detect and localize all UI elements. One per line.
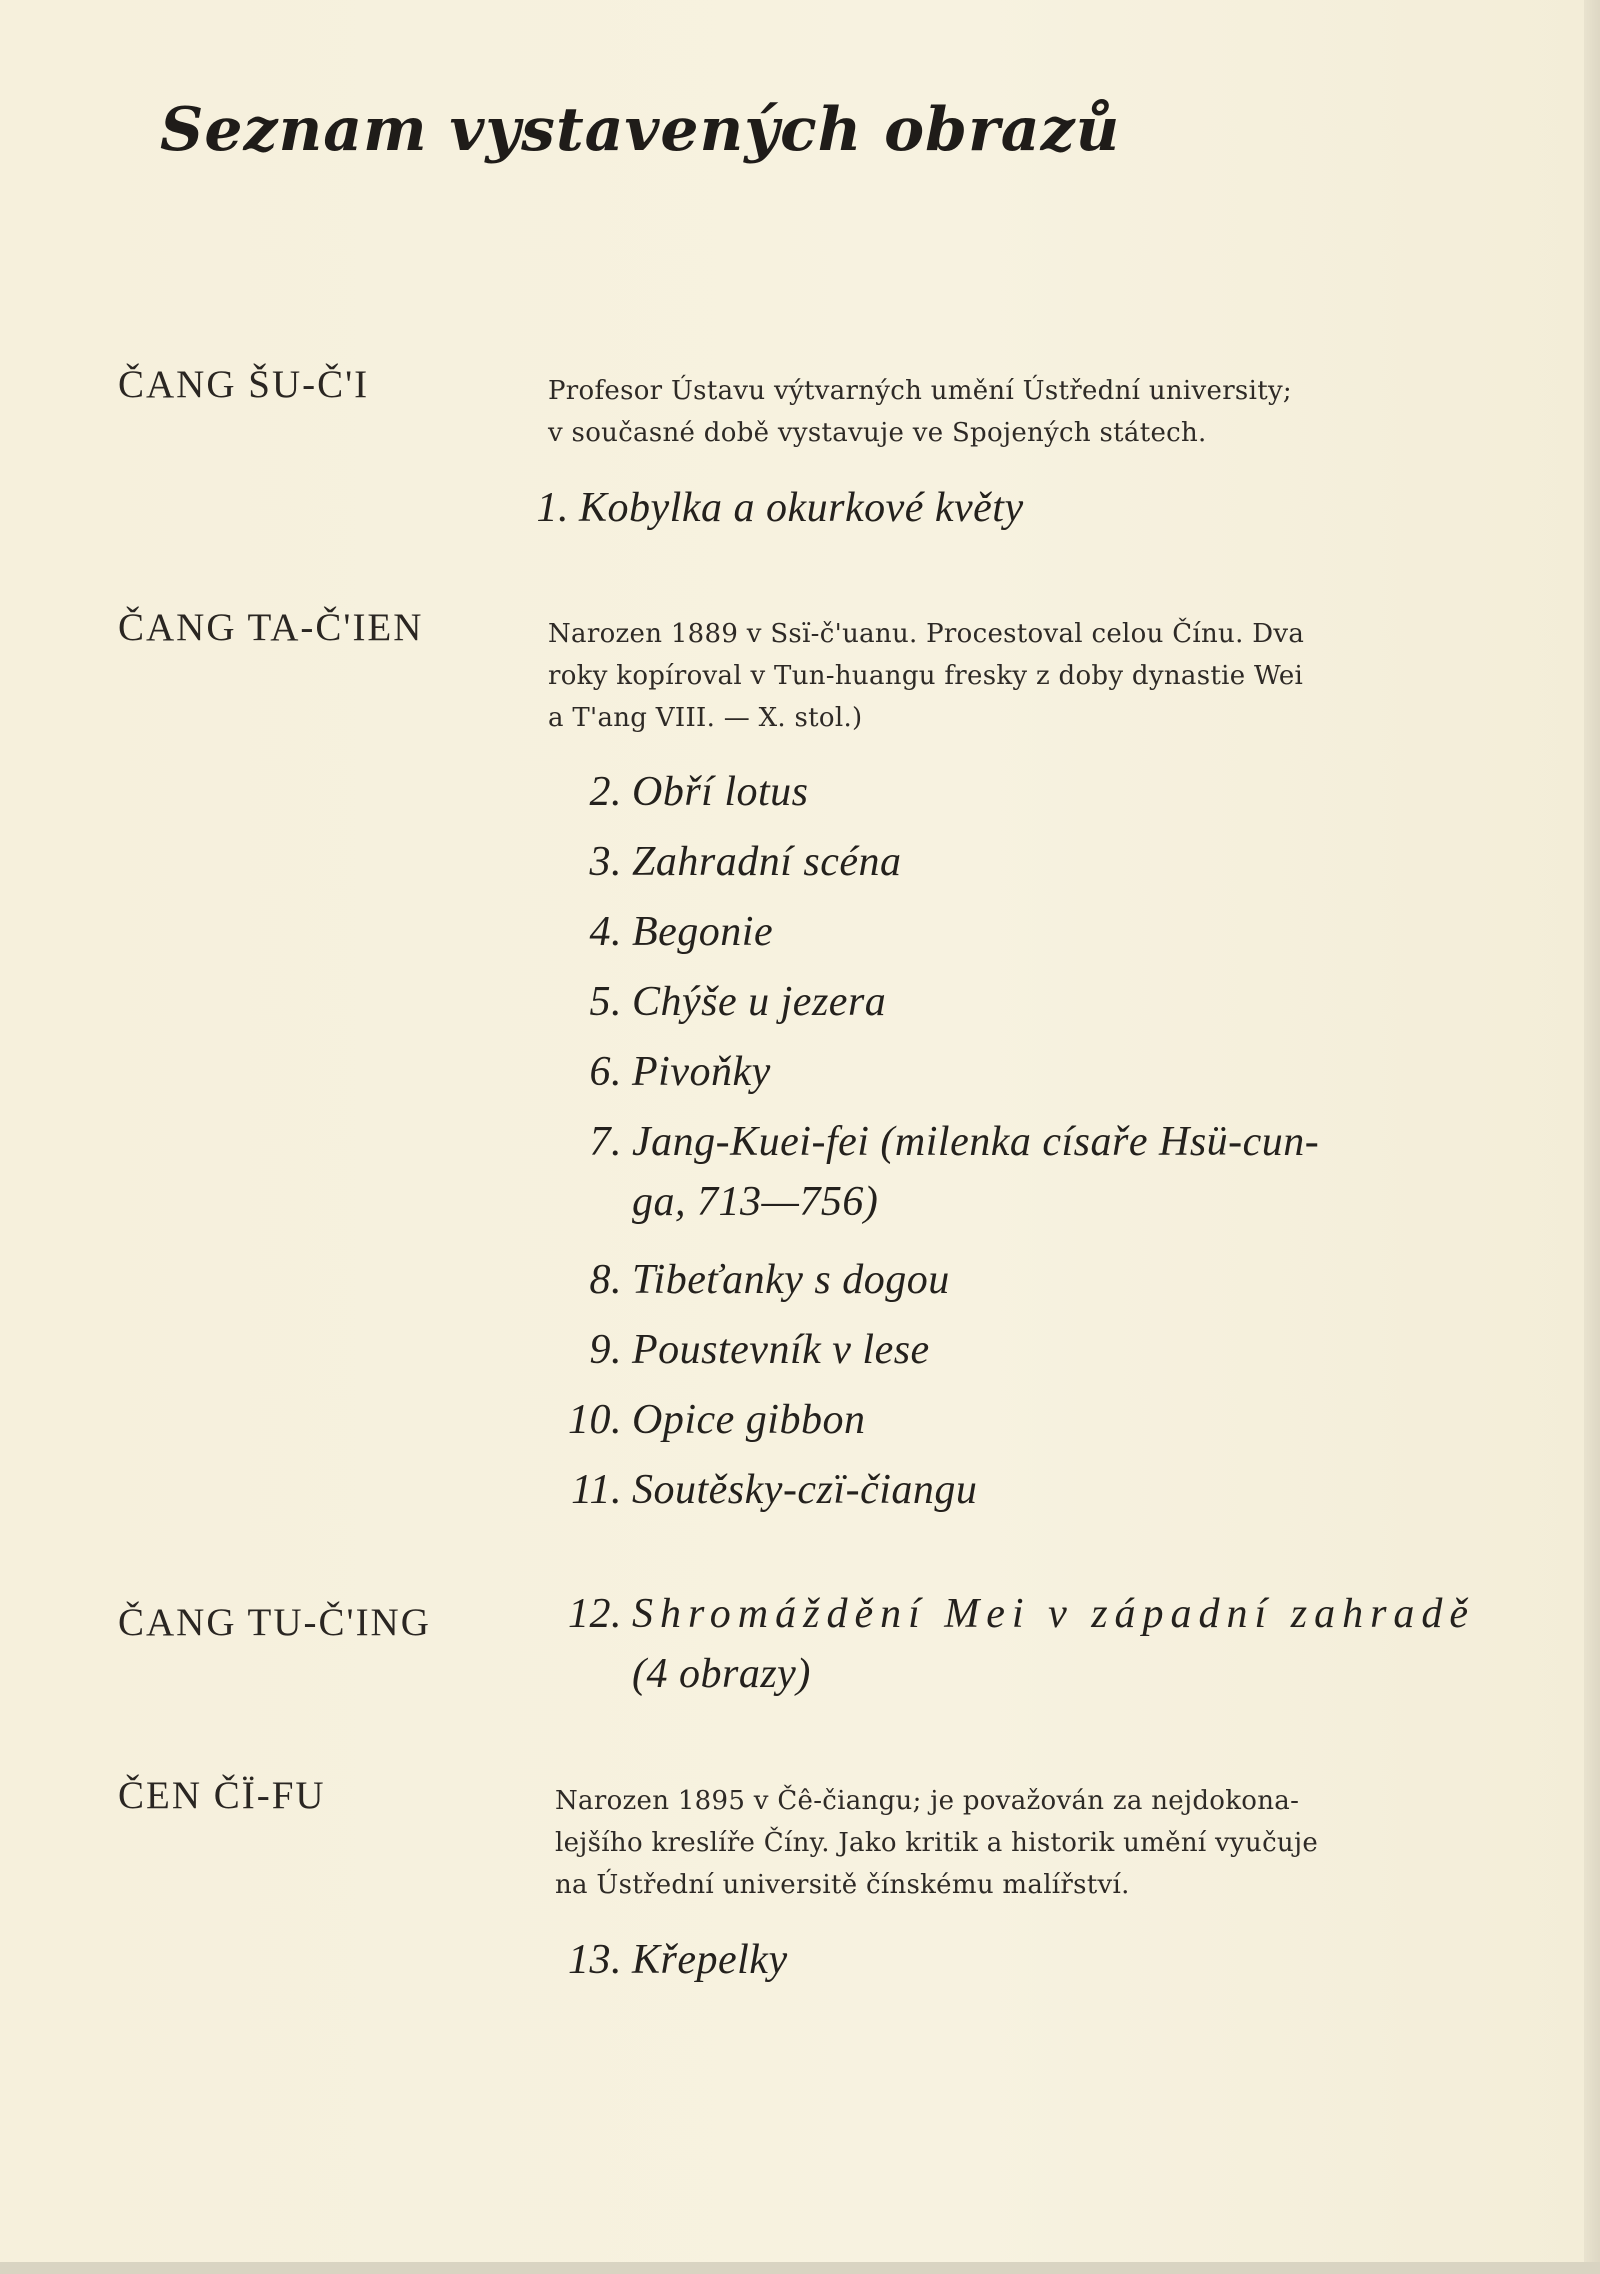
- bio-line: Narozen 1895 v Čê-čiangu; je považován za nejdokona-: [555, 1786, 1300, 1816]
- work-item-8: [550, 1256, 950, 1304]
- work-item-7: [550, 1118, 1319, 1226]
- paper-edge-bottom: [0, 2262, 1600, 2274]
- work-number: 7.: [589, 1119, 622, 1165]
- work-title: Chýše u jezera: [632, 979, 887, 1025]
- bio-line: roky kopíroval v Tun-huangu fresky z doby dynastie Wei: [548, 661, 1304, 691]
- work-title: Pivoňky: [632, 1049, 771, 1095]
- bio-line: v současné době vystavuje ve Spojených státech.: [548, 418, 1207, 448]
- artist-name-cang-ta-cien: ČANG TA-Č'IEN: [118, 606, 424, 649]
- work-item-9: [550, 1326, 930, 1374]
- work-title: Begonie: [632, 909, 774, 955]
- bio-line: a T'ang VIII. — X. stol.): [548, 703, 863, 733]
- work-number: 6.: [589, 1049, 622, 1095]
- work-number: 10.: [568, 1397, 622, 1443]
- work-number: 4.: [589, 909, 622, 955]
- work-title: Obří lotus: [632, 769, 809, 815]
- work-title: Jang-Kuei-fei (milenka císaře Hsü-cun-: [632, 1119, 1320, 1165]
- work-item-6: [550, 1048, 771, 1096]
- artist-name-cen-ci-fu: ČEN ČÏ-FU: [118, 1774, 326, 1817]
- artist-bio-cang-ta-cien: [548, 613, 1304, 739]
- work-item-12: [550, 1590, 1475, 1698]
- work-title: Soutěsky-czï-čiangu: [632, 1467, 978, 1513]
- work-number: 1.: [536, 485, 569, 531]
- work-number: 8.: [589, 1257, 622, 1303]
- work-number: 11.: [571, 1467, 622, 1513]
- page-title: Seznam vystavených obrazů: [160, 95, 1121, 165]
- work-title-continuation: (4 obrazy): [632, 1651, 811, 1697]
- work-item-10: [550, 1396, 865, 1444]
- work-title-continuation: ga, 713—756): [632, 1179, 879, 1225]
- work-number: 9.: [589, 1327, 622, 1373]
- work-title: Křepelky: [632, 1937, 788, 1983]
- work-number: 12.: [568, 1591, 622, 1637]
- artist-name-cang-su-ci: ČANG ŠU-Č'I: [118, 363, 370, 406]
- bio-line: Narozen 1889 v Ssï-č'uanu. Procestoval celou Čínu. Dva: [548, 619, 1305, 649]
- work-title: Kobylka a okurkové květy: [579, 485, 1024, 531]
- work-number: 2.: [589, 769, 622, 815]
- artist-name-cang-tu-cing: ČANG TU-Č'ING: [118, 1601, 431, 1644]
- bio-line: lejšího kreslíře Číny. Jako kritik a historik umění vyučuje: [555, 1828, 1319, 1858]
- work-title: Zahradní scéna: [632, 839, 902, 885]
- work-title: Opice gibbon: [632, 1397, 866, 1443]
- work-item-4: [550, 908, 773, 956]
- work-item-2: [550, 768, 809, 816]
- work-title: Shromáždění Mei v západní zahradě: [632, 1591, 1476, 1637]
- work-number: 5.: [589, 979, 622, 1025]
- work-item-5: [550, 978, 886, 1026]
- work-number: 3.: [589, 839, 622, 885]
- work-number: 13.: [568, 1937, 622, 1983]
- artist-bio-cen-ci-fu: [555, 1780, 1318, 1906]
- work-title: Tibeťanky s dogou: [632, 1257, 950, 1303]
- bio-line: na Ústřední universitě čínskému malířství.: [555, 1870, 1130, 1900]
- work-item-13: [550, 1936, 788, 1984]
- bio-line: Profesor Ústavu výtvarných umění Ústřední university;: [548, 376, 1292, 406]
- work-item-1: [497, 484, 1024, 532]
- work-item-3: [550, 838, 902, 886]
- work-item-11: [550, 1466, 977, 1514]
- paper-edge-right: [1584, 0, 1600, 2274]
- work-title: Poustevník v lese: [632, 1327, 930, 1373]
- artist-bio-cang-su-ci: [548, 370, 1292, 454]
